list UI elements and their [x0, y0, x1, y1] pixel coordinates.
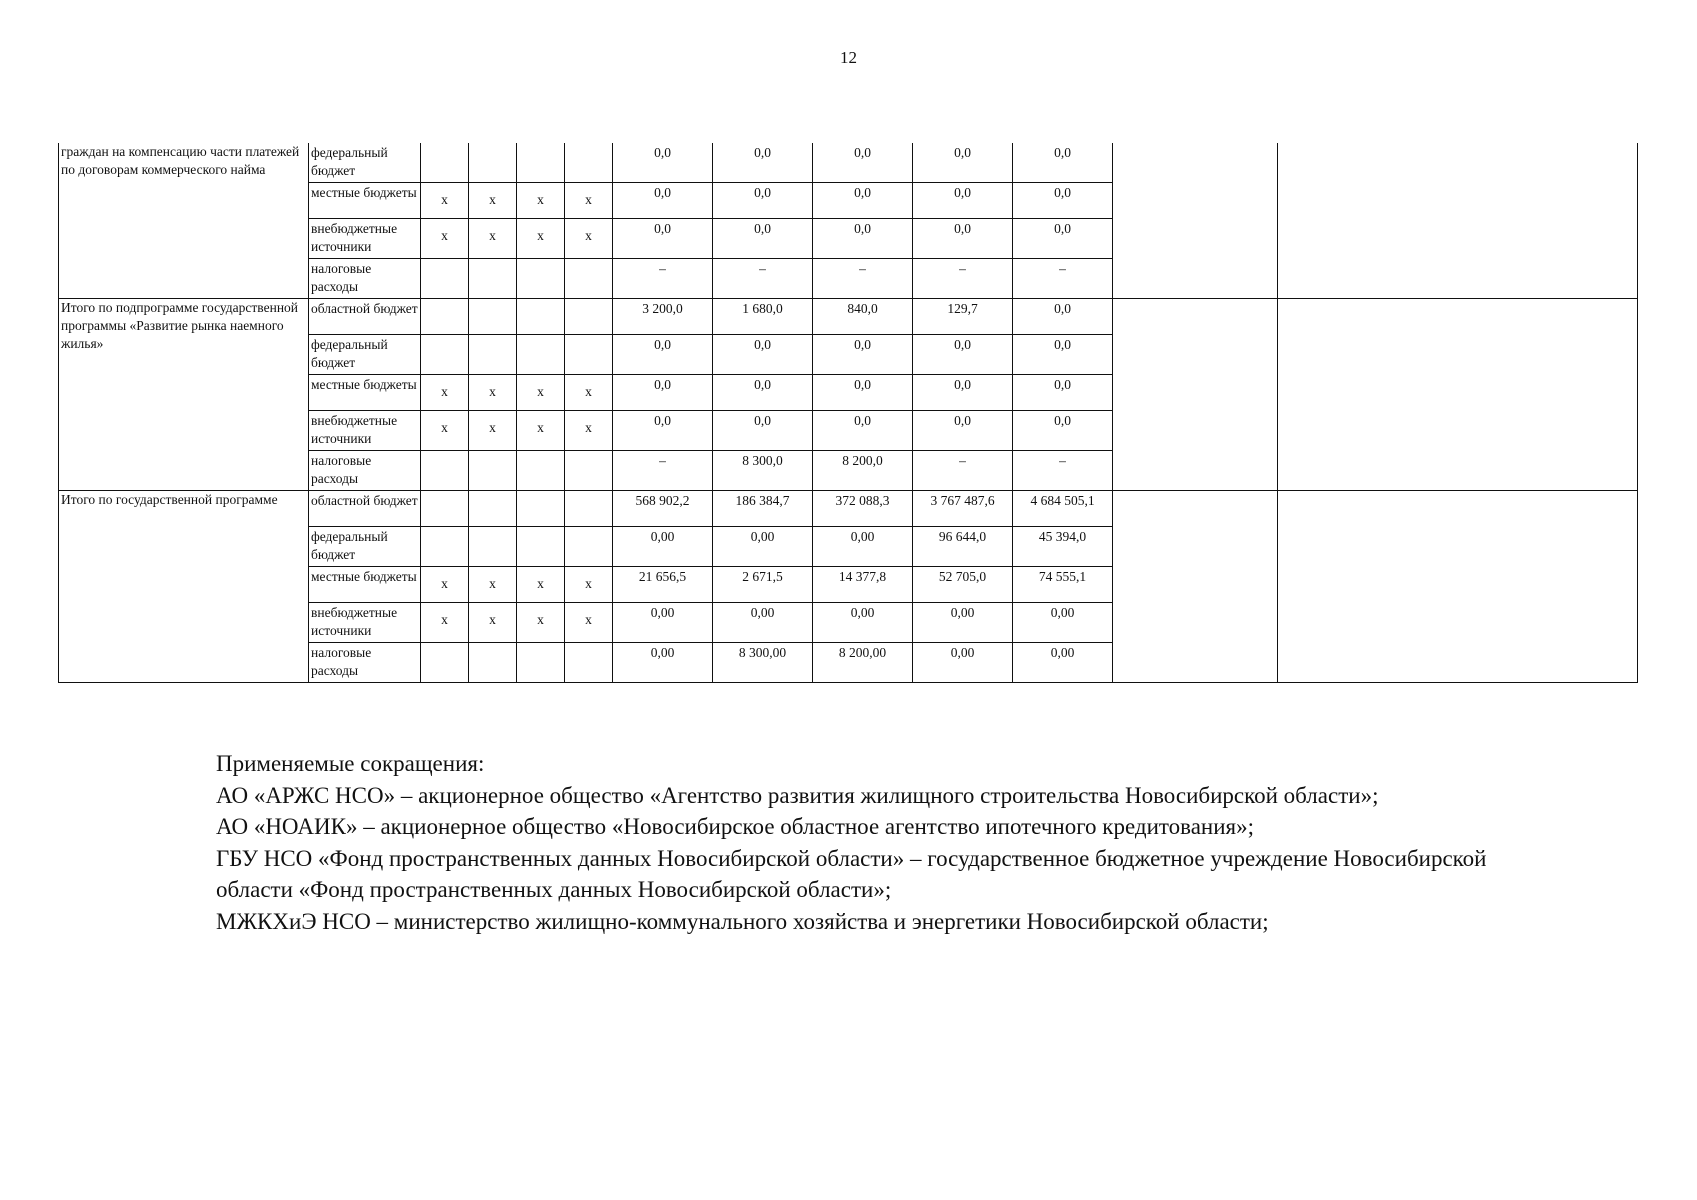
abbreviation-line: ГБУ НСО «Фонд пространственных данных Новосибирской области» – государственное бюджетное учреждение Новосибирской области «Фонд пространственных данных Новосибирской области»;: [216, 845, 1487, 902]
empty-cell: [1113, 299, 1278, 491]
value-cell: 840,0: [813, 299, 913, 335]
flag-cell: x: [469, 183, 517, 219]
value-cell: 0,0: [1013, 143, 1113, 183]
funding-source-cell: внебюджетные источники: [309, 411, 421, 451]
flag-cell: x: [517, 411, 565, 451]
value-cell: 0,0: [813, 375, 913, 411]
funding-source-cell: налоговые расходы: [309, 259, 421, 299]
empty-cell: [1278, 491, 1638, 683]
flag-cell: [421, 335, 469, 375]
abbreviation-line: АО «НОАИК» – акционерное общество «Новосибирское областное агентство ипотечного кредитования»;: [216, 814, 1254, 839]
value-cell: 21 656,5: [613, 567, 713, 603]
flag-cell: x: [469, 411, 517, 451]
empty-cell: [1113, 143, 1278, 299]
value-cell: 0,00: [913, 643, 1013, 683]
page-number: 12: [840, 48, 857, 67]
flag-cell: x: [565, 375, 613, 411]
value-cell: 0,0: [913, 143, 1013, 183]
value-cell: 0,0: [813, 411, 913, 451]
value-cell: 0,0: [813, 335, 913, 375]
budget-table: [58, 143, 1638, 683]
flag-cell: [421, 491, 469, 527]
value-cell: 0,0: [713, 335, 813, 375]
flag-cell: [517, 527, 565, 567]
flag-cell: [565, 335, 613, 375]
value-cell: –: [1013, 259, 1113, 299]
flag-cell: x: [565, 603, 613, 643]
flag-cell: [469, 527, 517, 567]
table-row: [59, 299, 1638, 335]
value-cell: 1 680,0: [713, 299, 813, 335]
flag-cell: [469, 643, 517, 683]
flag-cell: [517, 335, 565, 375]
value-cell: 0,0: [1013, 411, 1113, 451]
flag-cell: x: [469, 219, 517, 259]
flag-cell: [421, 299, 469, 335]
flag-cell: x: [517, 375, 565, 411]
abbreviations-heading: Применяемые сокращения:: [216, 751, 485, 776]
value-cell: –: [713, 259, 813, 299]
value-cell: 0,0: [613, 219, 713, 259]
flag-cell: x: [421, 567, 469, 603]
value-cell: 8 300,0: [713, 451, 813, 491]
flag-cell: [565, 491, 613, 527]
funding-source-cell: федеральный бюджет: [309, 527, 421, 567]
flag-cell: x: [421, 183, 469, 219]
value-cell: 0,0: [713, 183, 813, 219]
group-name-cell: граждан на компенсацию части платежей по договорам коммерческого найма: [59, 143, 309, 299]
value-cell: 0,0: [1013, 299, 1113, 335]
value-cell: 0,00: [1013, 603, 1113, 643]
value-cell: 2 671,5: [713, 567, 813, 603]
flag-cell: x: [517, 183, 565, 219]
flag-cell: [469, 451, 517, 491]
flag-cell: x: [469, 375, 517, 411]
group-name-cell: Итого по подпрограмме государственной программы «Развитие рынка наемного жилья»: [59, 299, 309, 491]
flag-cell: [517, 643, 565, 683]
funding-source-cell: местные бюджеты: [309, 183, 421, 219]
flag-cell: [565, 527, 613, 567]
value-cell: 0,00: [1013, 643, 1113, 683]
funding-source-cell: налоговые расходы: [309, 451, 421, 491]
value-cell: 0,00: [713, 527, 813, 567]
flag-cell: x: [421, 375, 469, 411]
flag-cell: x: [421, 603, 469, 643]
value-cell: 0,0: [1013, 375, 1113, 411]
value-cell: 0,0: [1013, 183, 1113, 219]
value-cell: 0,0: [813, 183, 913, 219]
flag-cell: [517, 299, 565, 335]
funding-source-cell: областной бюджет: [309, 299, 421, 335]
value-cell: 0,00: [813, 603, 913, 643]
value-cell: –: [613, 259, 713, 299]
table-row: [59, 143, 1638, 183]
value-cell: 0,00: [613, 527, 713, 567]
value-cell: 8 300,00: [713, 643, 813, 683]
value-cell: 186 384,7: [713, 491, 813, 527]
group-name-cell: Итого по государственной программе: [59, 491, 309, 683]
flag-cell: [517, 451, 565, 491]
value-cell: 0,0: [613, 183, 713, 219]
flag-cell: [517, 259, 565, 299]
value-cell: 0,00: [813, 527, 913, 567]
value-cell: 52 705,0: [913, 567, 1013, 603]
flag-cell: [565, 143, 613, 183]
flag-cell: [469, 335, 517, 375]
funding-source-cell: местные бюджеты: [309, 567, 421, 603]
value-cell: –: [1013, 451, 1113, 491]
funding-source-cell: федеральный бюджет: [309, 335, 421, 375]
flag-cell: [469, 299, 517, 335]
value-cell: 0,0: [913, 411, 1013, 451]
abbreviation-line: АО «АРЖС НСО» – акционерное общество «Агентство развития жилищного строительства Новосибирской области»;: [216, 782, 1379, 808]
flag-cell: x: [469, 567, 517, 603]
value-cell: 14 377,8: [813, 567, 913, 603]
value-cell: 74 555,1: [1013, 567, 1113, 603]
flag-cell: [565, 299, 613, 335]
value-cell: 0,0: [713, 375, 813, 411]
flag-cell: [469, 259, 517, 299]
flag-cell: x: [517, 603, 565, 643]
value-cell: 0,0: [613, 411, 713, 451]
table-row: [59, 491, 1638, 527]
abbreviations-section: [216, 748, 1516, 937]
flag-cell: x: [565, 411, 613, 451]
value-cell: 0,0: [813, 143, 913, 183]
value-cell: 0,00: [613, 643, 713, 683]
value-cell: 8 200,0: [813, 451, 913, 491]
flag-cell: x: [421, 219, 469, 259]
value-cell: 568 902,2: [613, 491, 713, 527]
flag-cell: [421, 451, 469, 491]
flag-cell: [421, 143, 469, 183]
value-cell: 3 200,0: [613, 299, 713, 335]
value-cell: 0,0: [1013, 219, 1113, 259]
empty-cell: [1278, 143, 1638, 299]
value-cell: –: [913, 451, 1013, 491]
funding-source-cell: местные бюджеты: [309, 375, 421, 411]
value-cell: 372 088,3: [813, 491, 913, 527]
flag-cell: [421, 259, 469, 299]
abbreviation-line: МЖКХиЭ НСО – министерство жилищно-коммунального хозяйства и энергетики Новосибирской области;: [216, 908, 1269, 934]
value-cell: 0,0: [613, 335, 713, 375]
value-cell: 0,0: [713, 411, 813, 451]
value-cell: 96 644,0: [913, 527, 1013, 567]
value-cell: 0,00: [713, 603, 813, 643]
funding-source-cell: налоговые расходы: [309, 643, 421, 683]
value-cell: –: [813, 259, 913, 299]
value-cell: 0,0: [713, 219, 813, 259]
value-cell: 0,0: [613, 143, 713, 183]
value-cell: 0,0: [913, 183, 1013, 219]
flag-cell: [421, 643, 469, 683]
value-cell: 0,00: [613, 603, 713, 643]
flag-cell: x: [517, 567, 565, 603]
flag-cell: [565, 451, 613, 491]
value-cell: 129,7: [913, 299, 1013, 335]
flag-cell: [469, 491, 517, 527]
flag-cell: x: [565, 183, 613, 219]
value-cell: 0,0: [913, 335, 1013, 375]
empty-cell: [1113, 491, 1278, 683]
value-cell: 0,0: [713, 143, 813, 183]
funding-source-cell: областной бюджет: [309, 491, 421, 527]
funding-source-cell: внебюджетные источники: [309, 219, 421, 259]
funding-source-cell: федеральный бюджет: [309, 143, 421, 183]
flag-cell: x: [565, 567, 613, 603]
flag-cell: [421, 527, 469, 567]
value-cell: 4 684 505,1: [1013, 491, 1113, 527]
value-cell: 0,0: [913, 219, 1013, 259]
value-cell: 3 767 487,6: [913, 491, 1013, 527]
value-cell: 0,0: [1013, 335, 1113, 375]
empty-cell: [1278, 299, 1638, 491]
value-cell: 8 200,00: [813, 643, 913, 683]
value-cell: 0,0: [813, 219, 913, 259]
flag-cell: [469, 143, 517, 183]
funding-source-cell: внебюджетные источники: [309, 603, 421, 643]
flag-cell: [517, 143, 565, 183]
flag-cell: x: [565, 219, 613, 259]
value-cell: 45 394,0: [1013, 527, 1113, 567]
flag-cell: [565, 643, 613, 683]
value-cell: –: [913, 259, 1013, 299]
value-cell: 0,0: [913, 375, 1013, 411]
flag-cell: [565, 259, 613, 299]
value-cell: 0,0: [613, 375, 713, 411]
flag-cell: [517, 491, 565, 527]
flag-cell: x: [469, 603, 517, 643]
value-cell: –: [613, 451, 713, 491]
flag-cell: x: [517, 219, 565, 259]
flag-cell: x: [421, 411, 469, 451]
value-cell: 0,00: [913, 603, 1013, 643]
